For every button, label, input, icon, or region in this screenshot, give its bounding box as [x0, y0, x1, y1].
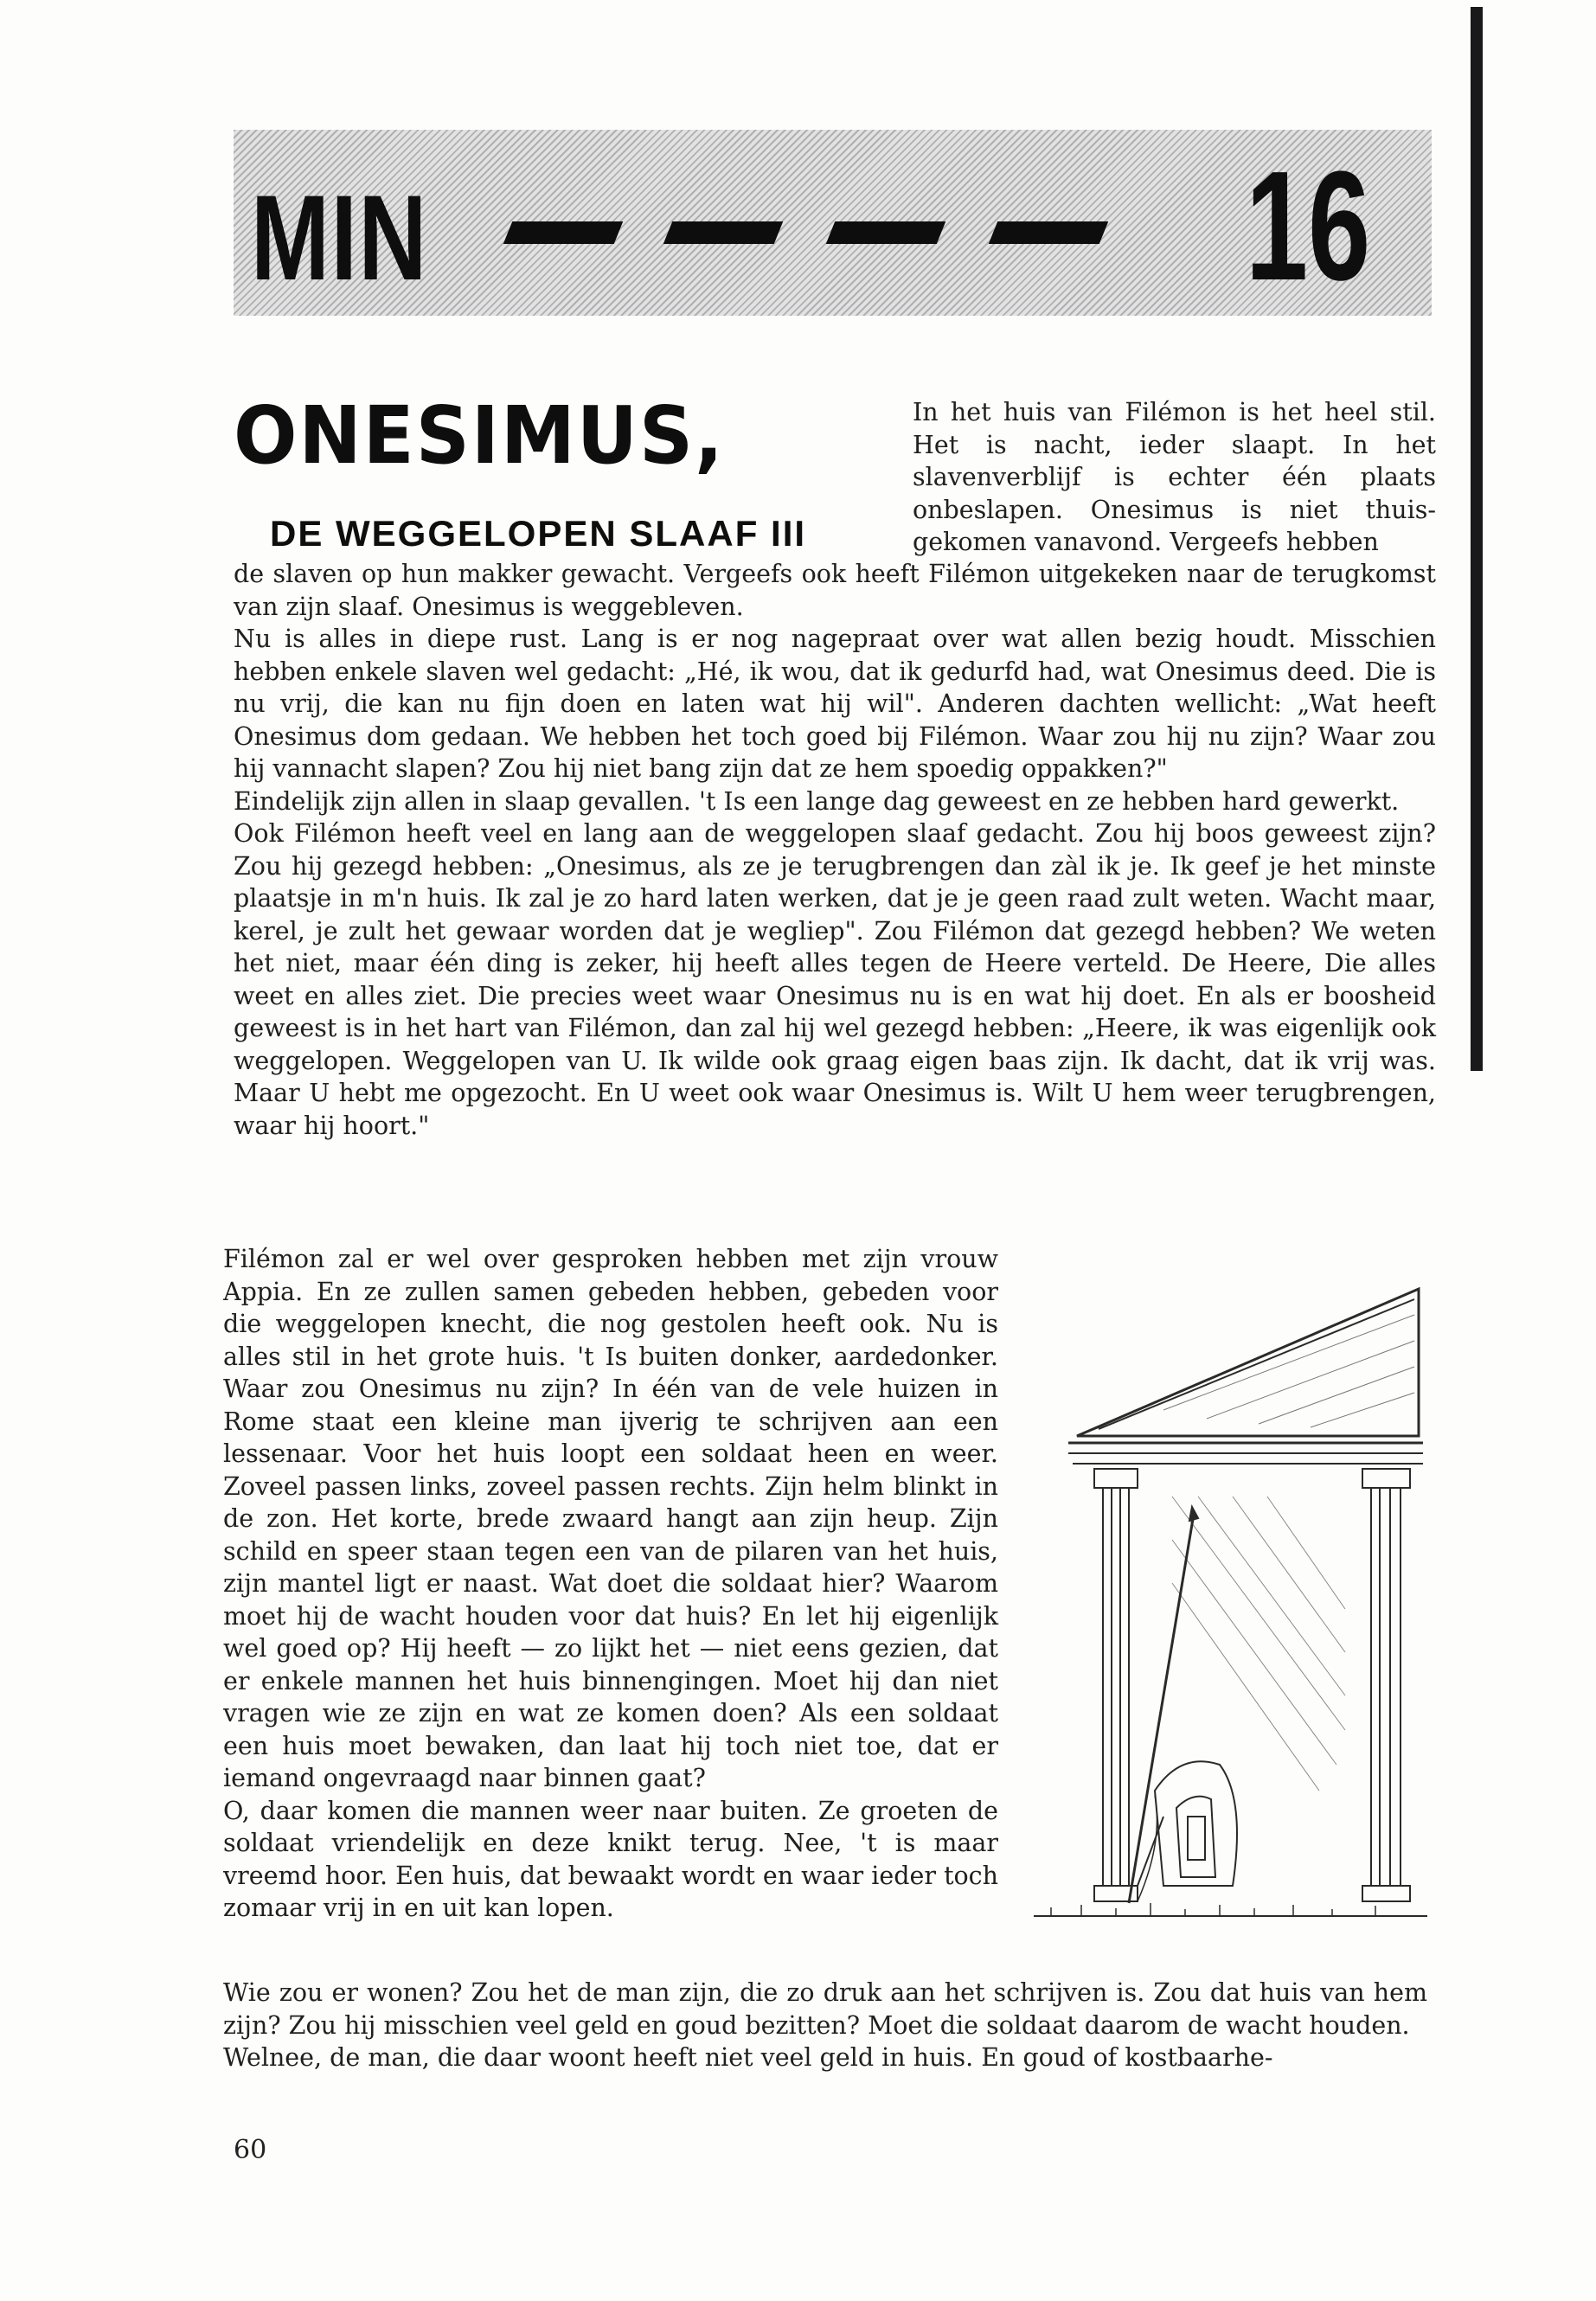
intro-text: In het huis van Filémon is het heel stil. Het is nacht, ieder slaapt. In het slavenverblijf is echter één plaats onbeslapen. Onesimus is niet thuis-gekomen vanavond. Vergeefs hebben — [913, 398, 1436, 556]
banner-word: MIN — [251, 170, 428, 305]
body-full-width — [234, 558, 1436, 1142]
body-left-column — [223, 1243, 998, 1925]
banner-dash — [989, 221, 1109, 244]
paragraph: de slaven op hun makker gewacht. Vergeefs ook heeft Filémon uitgekeken naar de terugkomst van zijn slaaf. Onesimus is weggebleven. — [234, 560, 1436, 621]
banner-dash — [663, 221, 784, 244]
paragraph: Filémon zal er wel over gesproken hebben met zijn vrouw Appia. En ze zullen samen gebeden hebben, gebeden voor die weggelopen knecht, die nog gestolen heeft ook. Nu is alles stil in het grote huis. 't Is buiten donker, aardedonker. Waar zou Onesimus nu zijn? In één van de vele huizen in Rome staat een kleine man ijverig te schrijven aan een lessenaar. Voor het huis loopt een soldaat heen en weer. Zoveel passen links, zoveel passen rechts. Zijn helm blinkt in de zon. Het korte, brede zwaard hangt aan zijn heup. Zijn schild en speer staan tegen een van de pilaren van het huis, zijn mantel ligt er naast. Wat doet die soldaat hier? Waarom moet hij de wacht houden voor dat huis? En let hij eigenlijk wel goed op? Hij heeft — zo lijkt het — niet eens gezien, dat er enkele mannen het huis binnengingen. Moet hij dan niet vragen wie ze zijn en wat ze komen doen? Als een soldaat een huis moet bewaken, dan laat hij toch niet toe, dat er iemand ongevraagd naar binnen gaat? — [223, 1245, 998, 1792]
page-number: 60 — [234, 2135, 267, 2165]
banner-dash — [503, 221, 624, 244]
paragraph: O, daar komen die mannen weer naar buiten. Ze groeten de soldaat vriendelijk en deze knikt terug. Nee, 't is maar vreemd hoor. Een huis, dat bewaakt wordt en waar ieder toch zomaar vrij in en uit kan lopen. — [223, 1796, 998, 1922]
paragraph: Welnee, de man, die daar woont heeft niet veel geld in huis. En goud of kostbaarhe- — [223, 2043, 1273, 2072]
paragraph: Eindelijk zijn allen in slaap gevallen. 't Is een lange dag geweest en ze hebben hard gewerkt. — [234, 786, 1400, 816]
banner-dash — [826, 221, 946, 244]
page-edge-rule — [1471, 7, 1483, 1071]
paragraph: Wie zou er wonen? Zou het de man zijn, die zo druk aan het schrijven is. Zou dat huis van hem zijn? Zou hij misschien veel geld en goud bezitten? Moet die soldaat daarom de wacht houden. — [223, 1978, 1427, 2040]
paragraph: Ook Filémon heeft veel en lang aan de weggelopen slaaf gedacht. Zou hij boos geweest zijn? Zou hij gezegd hebben: „Onesimus, als ze je terugbrengen dan zàl ik je. Ik geef je het minste plaatsje in m'n huis. Ik zal je zo hard laten werken, dat je je geen raad zult weten. Wacht maar, kerel, je zult het gewaar worden dat je wegliep". Zou Filémon dat gezegd hebben? We weten het niet, maar één ding is zeker, hij heeft alles tegen de Heere verteld. De Heere, Die alles weet en alles ziet. Die precies weet waar Onesimus nu is en wat hij doet. En als er boosheid geweest is in het hart van Filémon, dan zal hij wel gezegd hebben: „Heere, ik was eigenlijk ook weggelopen. Weggelopen van U. Ik wilde ook graag eigen baas zijn. Ik dacht, dat ik vrij was. Maar U hebt me opgezocht. En U weet ook waar Onesimus is. Wilt U hem weer terugbrengen, waar hij hoort." — [234, 819, 1436, 1140]
article-subtitle: DE WEGGELOPEN SLAAF III — [270, 513, 807, 554]
paragraph: Nu is alles in diepe rust. Lang is er nog nagepraat over wat allen bezig houdt. Misschien hebben enkele slaven wel gedacht: „Hé, ik wou, dat ik gedurfd had, wat Onesimus deed. Die is nu vrij, die kan nu fijn doen en laten wat hij wil". Anderen dachten wellicht: „Wat heeft Onesimus dom gedaan. We hebben het toch goed bij Filémon. Waar zou hij nu zijn? Waar zou hij vannacht slapen? Zou hij niet bang zijn dat ze hem spoedig oppakken?" — [234, 625, 1436, 783]
lesson-number: 16 — [1246, 139, 1371, 313]
article-title: ONESIMUS, — [234, 389, 725, 482]
body-full-width-end — [223, 1977, 1427, 2074]
intro-paragraph — [913, 396, 1436, 559]
temple-portico-illustration — [1034, 1280, 1427, 1946]
